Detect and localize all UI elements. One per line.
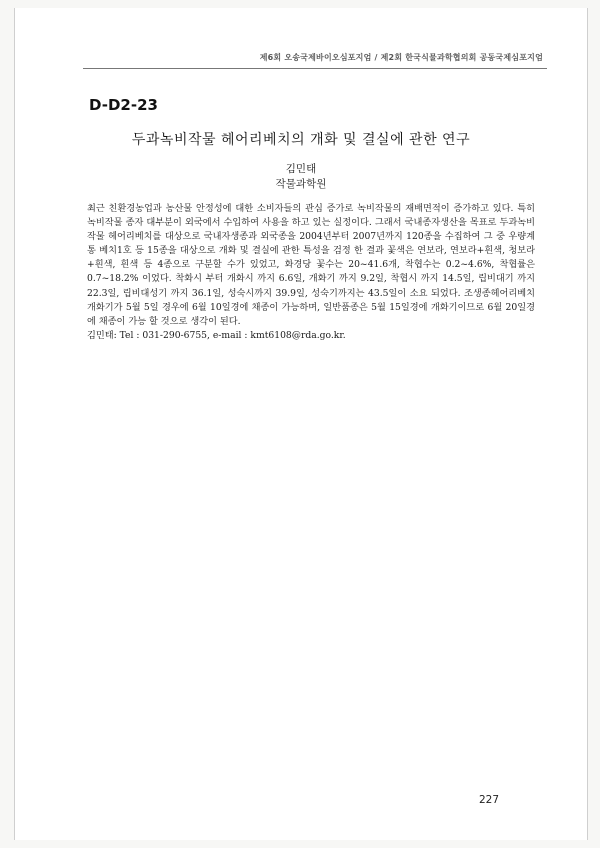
running-header: 제6회 오송국제바이오심포지엄 / 제2회 한국식물과학협의회 공동국제심포지엄 bbox=[259, 53, 543, 62]
contact-info: 김민태: Tel : 031-290-6755, e-mail : kmt6108@rda.go.kr. bbox=[87, 329, 346, 341]
abstract-code: D-D2-23 bbox=[89, 96, 158, 114]
header-rule bbox=[83, 68, 547, 69]
page-number: 227 bbox=[478, 794, 499, 806]
abstract-paragraph: 최근 친환경농업과 농산물 안정성에 대한 소비자들의 관심 증가로 녹비작물의 재배면적이 증가하고 있다. 특히 녹비작물 종자 대부분이 외국에서 수입하여 사용을 하고 있는 실정이다. 그래서 국내종자생산을 목표로 두과녹비작물 헤어리베치를 대상으로 국내자생종과 외국종을 2004년부터 2007년까지 120종을 수집하여 그 중 우량계통 베치1호 등 15종을 대상으로 개화 및 결실에 관한 특성을 검정 한 결과 꽃색은 연보라, 연보라+흰색, 청보라+흰색, 흰색 등 4종으로 구분할 수가 있었고, 화경당 꽃수는 20~41.6개, 착협수는 0.2~4.6%, 착협률은 0.7~18.2% 이었다. 착화시 부터 개화시 까지 6.6일, 개화기 까지 9.2일, 착협시 까지 14.5일, 립비대기 까지 22.3일, 립비대성기 까지 36.1일, 성숙시까지 39.9일, 성숙기까지는 43.5일이 소요 되었다. 조생종헤어리베치 개화기가 5월 5일 경우에 6월 10일경에 채종이 가능하며, 일반품종은 5월 15일경에 개화기이므로 6월 20일경에 채종이 가능 할 것으로 생각이 된다. bbox=[87, 203, 535, 327]
author-name: 김민태 bbox=[285, 163, 317, 175]
abstract-body bbox=[87, 202, 535, 343]
article-title: 두과녹비작물 헤어리베치의 개화 및 결실에 관한 연구 bbox=[131, 132, 471, 148]
author-affiliation: 작물과학원 bbox=[275, 178, 327, 190]
document-page bbox=[14, 8, 588, 840]
